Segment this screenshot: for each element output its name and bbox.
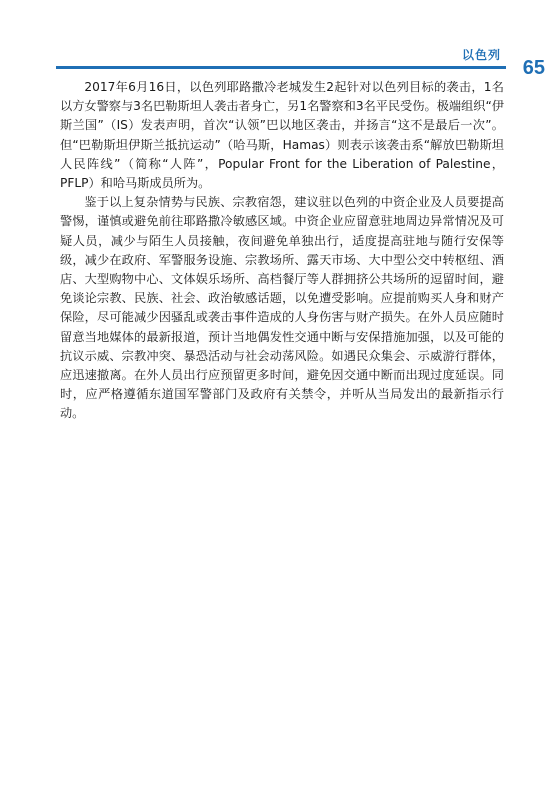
page-header: [0, 0, 559, 80]
paragraph-2: 鉴于以上复杂情势与民族、宗教宿怨，建议驻以色列的中资企业及人员要提高警惕，谨慎或避免前往耶路撒冷敏感区域。中资企业应留意驻地周边异常情况及可疑人员，减少与陌生人员接触，夜间避免单独出行，适度提高驻地与随行安保等级，减少在政府、军警服务设施、宗教场所、露天市场、大中型公交中转枢纽、酒店、大型购物中心、文体娱乐场所、高档餐厅等人群拥挤公共场所的逗留时间，避免谈论宗教、民族、社会、政治敏感话题，以免遭受影响。应提前购买人身和财产保险，尽可能减少因骚乱或袭击事件造成的人身伤害与财产损失。在外人员应随时留意当地媒体的最新报道，预计当地偶发性交通中断与安保措施加强，以及可能的抗议示威、宗教冲突、暴恐活动与社会动荡风险。如遇民众集会、示威游行群体，应迅速撤离。在外人员出行应预留更多时间，避免因交通中断而出现过度延误。同时，应严格遵循东道国军警部门及政府有关禁令，并听从当局发出的最新指示行动。: [60, 195, 504, 421]
body-text: [60, 78, 504, 424]
paragraph-1: 2017年6月16日，以色列耶路撒冷老城发生2起针对以色列目标的袭击，1名以方女警察与3名巴勒斯坦人袭击者身亡，另1名警察和3名平民受伤。极端组织“伊斯兰国”（IS）发表声明，首次“认领”巴以地区袭击，并扬言“这不是最后一次”。但“巴勒斯坦伊斯兰抵抗运动”（哈马斯，Hamas）则表示该袭击系“解放巴勒斯坦人民阵线”（简称“人阵”，Popular Front for the Liberation of Palestine，PFLP）和哈马斯成员所为。: [60, 80, 504, 191]
page-number: 65: [522, 57, 545, 79]
section-title: 以色列: [461, 48, 501, 62]
header-rule: [56, 66, 506, 69]
